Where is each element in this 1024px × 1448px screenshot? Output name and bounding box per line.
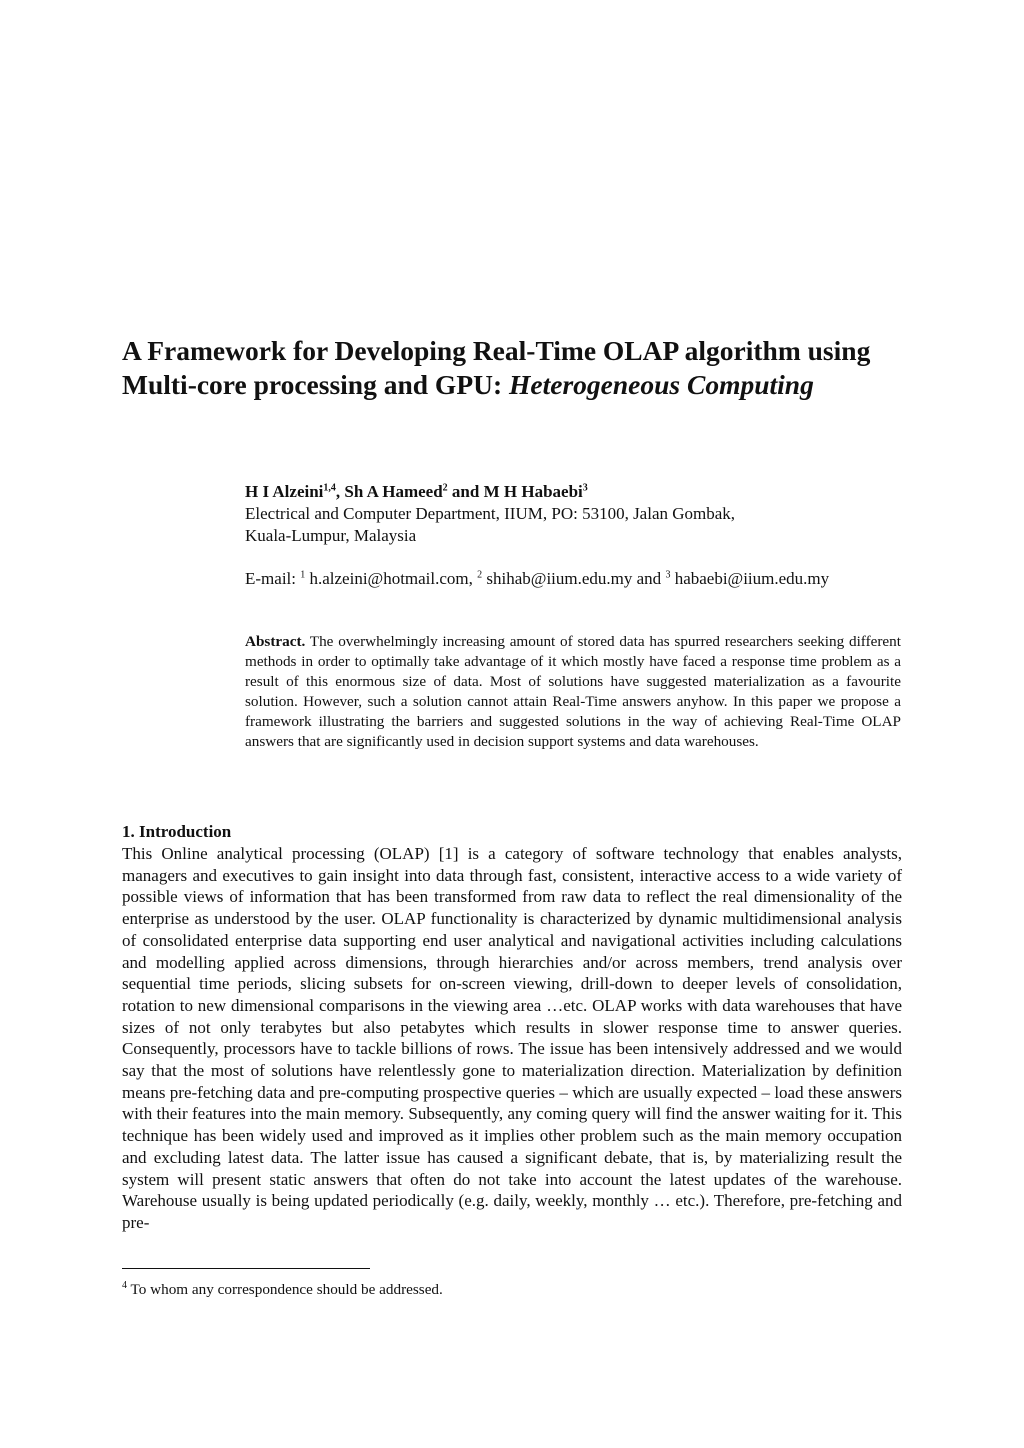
footnote-text: To whom any correspondence should be addressed. xyxy=(127,1281,443,1299)
title-plain: A Framework for Developing Real-Time OLAP algorithm using Multi-core processing and GPU: xyxy=(122,335,871,400)
abstract-label: Abstract. xyxy=(245,633,306,650)
footnote xyxy=(122,1276,902,1300)
footnote-divider xyxy=(122,1268,370,1269)
title-italic: Heterogeneous Computing xyxy=(509,369,814,400)
footnote-mark: 4 xyxy=(122,1280,127,1291)
abstract-text: The overwhelmingly increasing amount of stored data has spurred researchers seeking different methods in order to optimally take advantage of it which mostly have faced a response time problem as a result of this enormous size of data. Most of solutions have suggested materialization as a favourite solution. However, such a solution cannot attain Real-Time answers anyhow. In this paper we propose a framework illustrating the barriers and suggested solutions in the way of achieving Real-Time OLAP answers that are significantly used in decision support systems and data warehouses. xyxy=(245,633,901,750)
author-block xyxy=(245,481,945,590)
email-mark: 3 xyxy=(665,569,671,581)
author-name: H I Alzeini xyxy=(245,482,324,501)
affiliation-line: Kuala-Lumpur, Malaysia xyxy=(245,526,417,545)
email-prefix: E-mail: xyxy=(245,569,301,588)
author-affiliation-mark: 3 xyxy=(582,482,588,494)
email-mark: 2 xyxy=(477,569,483,581)
section-heading: 1. Introduction xyxy=(122,822,232,841)
email-address: h.alzeini@hotmail.com, xyxy=(305,569,478,588)
email-line xyxy=(245,568,945,590)
author-list xyxy=(245,481,945,503)
email-mark: 1 xyxy=(300,569,306,581)
author-affiliation-mark: 1,4 xyxy=(323,482,336,494)
email-address: shihab@iium.edu.my and xyxy=(482,569,666,588)
affiliation-line: Electrical and Computer Department, IIUM, PO: 53100, Jalan Gombak, xyxy=(245,504,736,523)
author-name: Sh A Hameed xyxy=(344,482,443,501)
section-body: This Online analytical processing (OLAP) [1] is a category of software technology that enables analysts, managers and executives to gain insight into data through fast, consistent, interactive access to a wide variety of possible views of information that has been transformed from raw data to reflect the real dimensionality of the enterprise as understood by the user. OLAP functionality is characterized by dynamic multidimensional analysis of consolidated enterprise data supporting end user analytical and navigational activities including calculations and modelling applied across dimensions, through hierarchies and/or across members, trend analysis over sequential time periods, slicing subsets for on-screen viewing, drill-down to deeper levels of consolidation, rotation to new dimensional comparisons in the viewing area …etc. OLAP works with data warehouses that have sizes of not only terabytes but also petabytes which results in slower response time to answer queries. Consequently, processors have to tackle billions of rows. The issue has been intensively addressed and we would say that the most of solutions have relentlessly gone to materialization direction. Materialization by definition means pre-fetching data and pre-computing prospective queries – which are usually expected – load these answers with their features into the main memory. Subsequently, any coming query will find the answer waiting for it. This technique has been widely used and improved as it implies other problem such as the main memory occupation and excluding latest data. The latter issue has caused a significant debate, that is, by materializing result the system will present static answers that often do not take into account the latest updates of the warehouse. Warehouse usually is being updated periodically (e.g. daily, weekly, monthly … etc.). Therefore, pre-fetching and pre- xyxy=(122,844,902,1232)
paper-title xyxy=(122,334,902,402)
author-separator: and xyxy=(447,482,484,501)
abstract xyxy=(245,632,901,751)
email-address: habaebi@iium.edu.my xyxy=(670,569,830,588)
author-name: M H Habaebi xyxy=(483,482,583,501)
author-separator: , xyxy=(335,482,345,501)
author-affiliation-mark: 2 xyxy=(442,482,448,494)
